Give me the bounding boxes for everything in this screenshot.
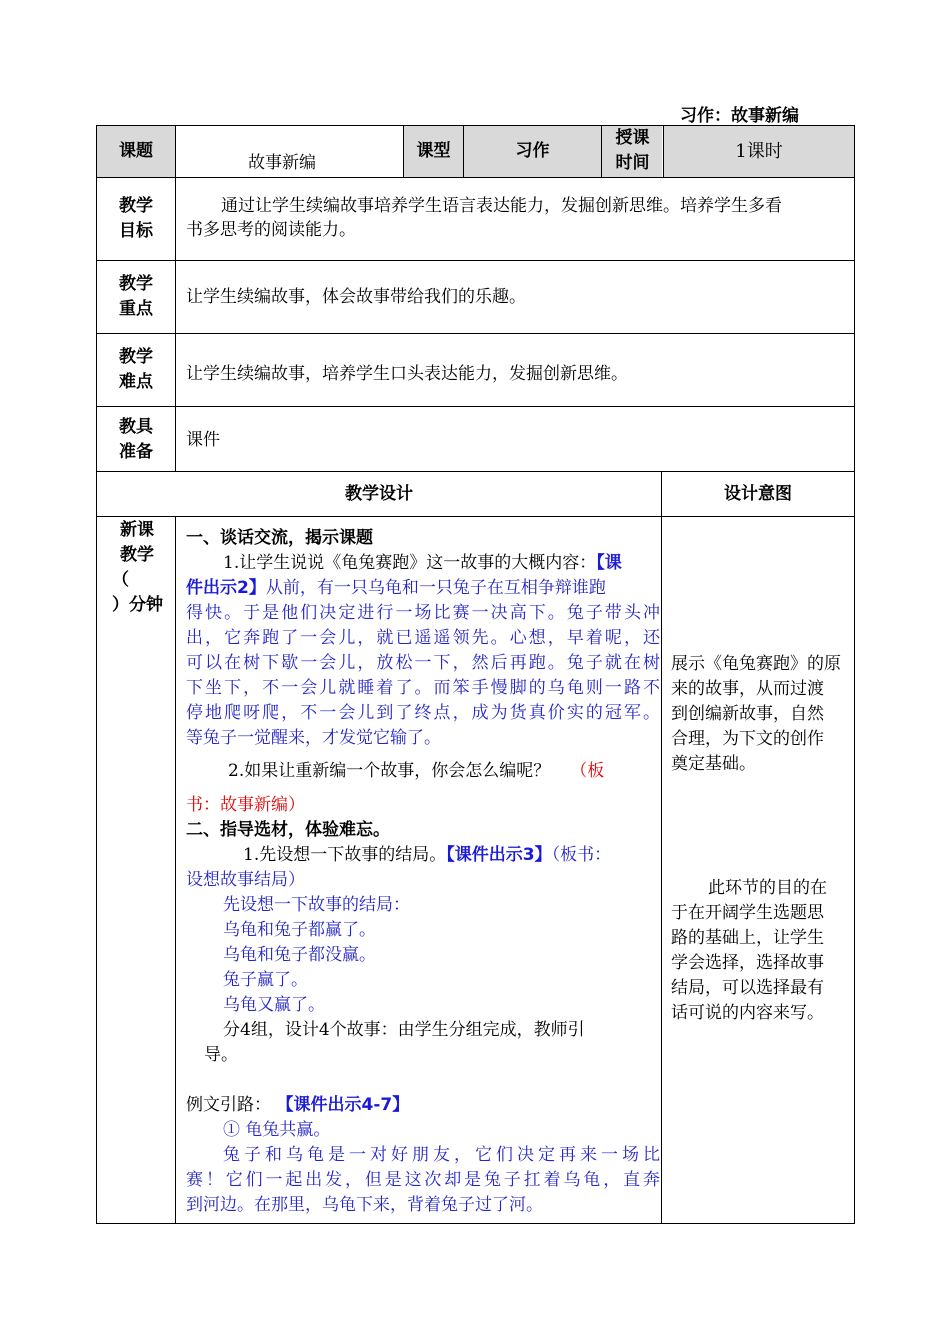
objectives-line1: 通过让学生续编故事培养学生语言表达能力，发掘创新思维。培养学生多看 xyxy=(221,196,782,216)
design-intent-note-2 xyxy=(671,876,853,1026)
objectives-line2: 书多思考的阅读能力。 xyxy=(186,220,356,240)
ex1-line3: 到河边。在那里，乌龟下来，背着兔子过了河。 xyxy=(186,1195,543,1215)
ending-2: 乌龟和兔子都没赢。 xyxy=(223,945,376,965)
intent-2-line: 学会选择，选择故事 xyxy=(671,953,824,973)
ex1-line1: 兔子和乌龟是一对好朋友，它们决定再来一场比 xyxy=(223,1145,660,1165)
intent-1-line: 来的故事，从而过渡 xyxy=(671,679,824,699)
p3-blue-a: （板书： xyxy=(551,845,612,865)
materials-label-line1: 教具 xyxy=(119,417,153,437)
rule xyxy=(96,471,855,472)
new-lesson-label-line4: ）分钟 xyxy=(112,595,163,615)
rule xyxy=(96,177,855,178)
section-2-title: 二、指导选材，体验难忘。 xyxy=(186,820,390,840)
materials-label-line2: 准备 xyxy=(119,442,153,462)
ending-1: 乌龟和兔子都赢了。 xyxy=(223,920,376,940)
ending-3: 兔子赢了。 xyxy=(223,970,308,990)
p1-line2 xyxy=(186,576,660,601)
p1-line2-rest: 从前，有一只乌龟和一只兔子在互相争辩谁跑 xyxy=(265,578,606,598)
subject-label: 课题 xyxy=(119,141,153,161)
example-lead: 例文引路： xyxy=(186,1095,271,1115)
p3-line1 xyxy=(186,843,660,868)
rule xyxy=(96,260,855,261)
p1-lead: 1.让学生说说《龟兔赛跑》这一故事的大概内容： xyxy=(223,553,597,573)
p1-tag-a: 【课 xyxy=(596,553,622,573)
p2-red-b: 书：故事新编） xyxy=(186,795,305,815)
rule xyxy=(175,516,176,1224)
intent-2-line: 路的基础上，让学生 xyxy=(671,928,824,948)
rule xyxy=(661,471,662,1224)
ex1-line2: 赛！它们一起出发，但是这次却是兔子扛着乌龟，直奔 xyxy=(186,1170,660,1190)
design-header-left: 教学设计 xyxy=(345,484,413,504)
design-header-right: 设计意图 xyxy=(724,484,792,504)
difficulties-text: 让学生续编故事，培养学生口头表达能力，发掘创新思维。 xyxy=(186,364,628,384)
p2-lead: 2.如果让重新编一个故事，你会怎么编呢？ xyxy=(228,761,551,781)
intent-1-line: 到创编新故事，自然 xyxy=(671,704,824,724)
p1-line1 xyxy=(186,551,660,576)
rule xyxy=(96,406,855,407)
p1-line3: 得快。于是他们决定进行一场比赛一决高下。兔子带头冲 xyxy=(186,603,660,623)
difficulties-label-line2: 难点 xyxy=(119,372,153,392)
type-value: 习作 xyxy=(515,141,550,161)
intent-2-line: 于在开阔学生选题思 xyxy=(671,903,824,923)
p3-blue-b: 设想故事结局） xyxy=(186,870,305,890)
intent-1-line: 合理，为下文的创作 xyxy=(671,729,824,749)
p1-line6: 下坐下，不一会儿就睡着了。而笨手慢脚的乌龟则一路不 xyxy=(186,678,660,698)
objectives-label-line1: 教学 xyxy=(119,196,153,216)
ending-0: 先设想一下故事的结局： xyxy=(223,895,410,915)
rule xyxy=(175,125,176,472)
type-label: 课型 xyxy=(416,141,451,161)
difficulties-label-line1: 教学 xyxy=(119,347,153,367)
new-lesson-label-line2: 教学 xyxy=(120,545,154,565)
section-1-title: 一、谈话交流，揭示课题 xyxy=(186,528,373,548)
subject-value: 故事新编 xyxy=(248,153,316,173)
intent-2-line: 话可说的内容来写。 xyxy=(671,1003,824,1023)
p1-tag-b: 件出示2】 xyxy=(186,578,266,598)
rule xyxy=(96,125,855,126)
materials-text: 课件 xyxy=(186,430,220,450)
new-lesson-label-line1: 新课 xyxy=(120,520,154,540)
example-line xyxy=(186,1093,660,1118)
intent-2-line: 此环节的目的在 xyxy=(708,878,827,898)
teaching-content xyxy=(186,526,660,1218)
ex1-title: ① 龟兔共赢。 xyxy=(223,1120,331,1140)
objectives-label-line2: 目标 xyxy=(119,221,153,241)
p1-line4: 出，它奔跑了一会儿，就已遥遥领先。心想，早着呢，还 xyxy=(186,628,660,648)
p2-red-a: （板 xyxy=(570,761,605,781)
intent-1-line: 奠定基础。 xyxy=(671,754,756,774)
rule xyxy=(96,1223,855,1224)
rule xyxy=(96,516,855,517)
intent-1-line: 展示《龟兔赛跑》的原 xyxy=(671,654,841,674)
ending-4: 乌龟又赢了。 xyxy=(223,995,325,1015)
group-line2: 导。 xyxy=(204,1045,238,1065)
p3-lead: 1.先设想一下故事的结局。 xyxy=(243,845,447,865)
example-tag: 【课件出示4-7】 xyxy=(285,1095,410,1115)
p3-tag: 【课件出示3】 xyxy=(446,845,552,865)
hours-label-line2: 时间 xyxy=(615,153,650,173)
keypoints-label-line2: 重点 xyxy=(119,299,153,319)
keypoints-text: 让学生续编故事，体会故事带给我们的乐趣。 xyxy=(186,287,526,307)
p2-line1 xyxy=(186,759,660,784)
rule xyxy=(854,125,855,1224)
p1-line5: 可以在树下歇一会儿，放松一下，然后再跑。兔子就在树 xyxy=(186,653,660,673)
design-intent-note-1 xyxy=(671,652,853,777)
hours-value: 1课时 xyxy=(735,141,783,162)
keypoints-label-line1: 教学 xyxy=(119,274,153,294)
document-title: 习作：故事新编 xyxy=(680,106,799,126)
new-lesson-label-line3: （ xyxy=(112,570,129,590)
intent-2-line: 结局，可以选择最有 xyxy=(671,978,824,998)
hours-label-line1: 授课 xyxy=(615,128,650,148)
group-line1: 分4组，设计4个故事：由学生分组完成，教师引 xyxy=(223,1020,585,1040)
rule xyxy=(96,333,855,334)
p1-line8: 等兔子一觉醒来，才发觉它输了。 xyxy=(186,728,441,748)
p1-line7: 停地爬呀爬，不一会儿到了终点，成为货真价实的冠军。 xyxy=(186,703,660,723)
